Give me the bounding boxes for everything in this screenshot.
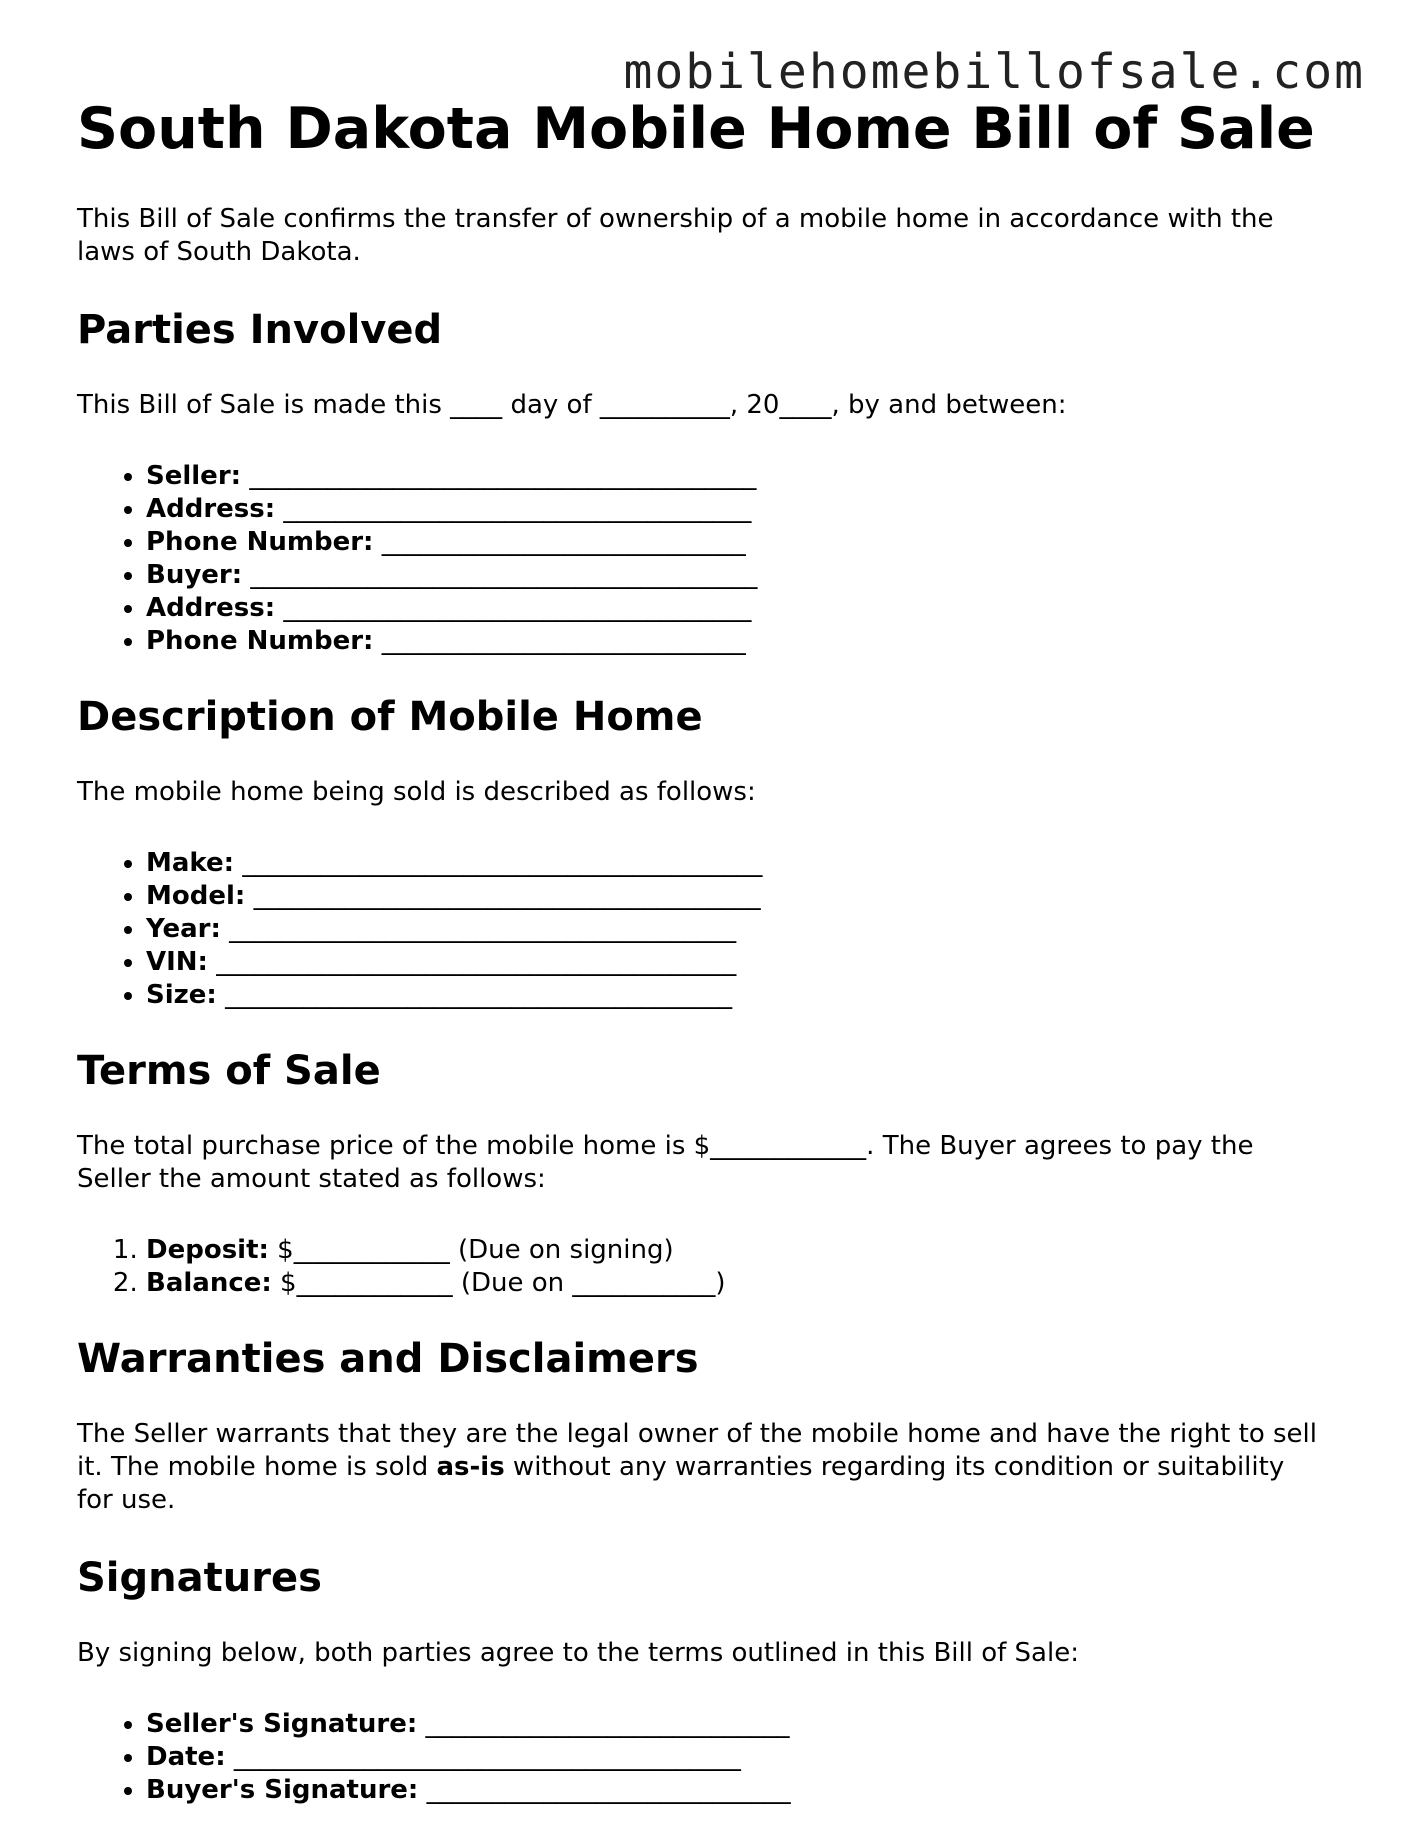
field-label: Seller: bbox=[146, 461, 242, 492]
site-watermark: mobilehomebillofsale.com bbox=[623, 44, 1365, 100]
field-label: Seller's Signature: bbox=[146, 1709, 418, 1740]
signatures-text: By signing below, both parties agree to the terms outlined in this Bill of Sale: bbox=[77, 1638, 1079, 1669]
terms-heading: Terms of Sale bbox=[77, 1048, 381, 1095]
field-blank: ____________________________ bbox=[426, 1775, 791, 1806]
description-text: The mobile home being sold is described as follows: bbox=[77, 777, 756, 808]
warranties-text-before: The Seller warrants that they are the legal owner of the mobile home and have the right to sell it. The mobile home is sold bbox=[77, 1419, 1317, 1483]
field-blank: _______________________________________ bbox=[225, 980, 733, 1011]
field-buyer-address bbox=[146, 592, 1327, 625]
signatures-list bbox=[77, 1708, 1327, 1807]
parties-heading: Parties Involved bbox=[77, 307, 443, 354]
field-size bbox=[146, 979, 1327, 1012]
term-value: $____________ (Due on ___________) bbox=[280, 1268, 726, 1299]
term-balance bbox=[146, 1267, 1327, 1300]
term-label: Balance: bbox=[146, 1268, 272, 1299]
field-label: Date: bbox=[146, 1742, 226, 1773]
field-label: Size: bbox=[146, 980, 217, 1011]
field-blank: ____________________________ bbox=[425, 1709, 790, 1740]
field-label: Make: bbox=[146, 848, 235, 879]
terms-text: The total purchase price of the mobile home is $____________. The Buyer agrees to pay the Seller the amount stated as follows: bbox=[77, 1131, 1254, 1195]
document-body bbox=[77, 96, 1327, 1843]
document-title: South Dakota Mobile Home Bill of Sale bbox=[77, 96, 1315, 162]
term-label: Deposit: bbox=[146, 1235, 269, 1266]
field-buyer-phone bbox=[146, 625, 1327, 658]
parties-list bbox=[77, 460, 1327, 658]
warranties-as-is: as-is bbox=[436, 1452, 505, 1483]
description-heading: Description of Mobile Home bbox=[77, 694, 703, 741]
field-blank: ____________________________ bbox=[381, 626, 746, 657]
field-blank: _______________________________________ bbox=[253, 881, 761, 912]
warranties-heading: Warranties and Disclaimers bbox=[77, 1336, 699, 1383]
parties-text: This Bill of Sale is made this ____ day of __________, 20____, by and between: bbox=[77, 390, 1067, 421]
field-seller-phone bbox=[146, 526, 1327, 559]
field-label: Model: bbox=[146, 881, 246, 912]
field-blank: ________________________________________ bbox=[242, 848, 763, 879]
field-label: Phone Number: bbox=[146, 626, 374, 657]
field-signature-date bbox=[146, 1741, 1327, 1774]
field-year bbox=[146, 913, 1327, 946]
field-label: VIN: bbox=[146, 947, 208, 978]
warranties-text bbox=[77, 1418, 1327, 1517]
field-blank: ____________________________________ bbox=[283, 593, 752, 624]
field-seller-signature bbox=[146, 1708, 1327, 1741]
field-blank: _______________________________________ bbox=[229, 914, 737, 945]
field-model bbox=[146, 880, 1327, 913]
signatures-heading: Signatures bbox=[77, 1555, 322, 1602]
field-label: Buyer's Signature: bbox=[146, 1775, 419, 1806]
field-make bbox=[146, 847, 1327, 880]
field-seller bbox=[146, 460, 1327, 493]
field-blank: _______________________________________ bbox=[250, 560, 758, 591]
description-list bbox=[77, 847, 1327, 1012]
field-buyer-signature bbox=[146, 1774, 1327, 1807]
field-label: Address: bbox=[146, 593, 276, 624]
field-seller-address bbox=[146, 493, 1327, 526]
field-blank: _______________________________________ bbox=[249, 461, 757, 492]
field-label: Buyer: bbox=[146, 560, 243, 591]
field-vin bbox=[146, 946, 1327, 979]
field-buyer bbox=[146, 559, 1327, 592]
field-blank: ____________________________________ bbox=[283, 494, 752, 525]
field-blank: _______________________________________ bbox=[233, 1742, 741, 1773]
intro-paragraph: This Bill of Sale confirms the transfer of ownership of a mobile home in accordance with the laws of South Dakota. bbox=[77, 204, 1274, 268]
terms-list bbox=[77, 1234, 1327, 1300]
term-value: $____________ (Due on signing) bbox=[277, 1235, 674, 1266]
field-label: Phone Number: bbox=[146, 527, 374, 558]
field-blank: ________________________________________ bbox=[216, 947, 737, 978]
field-label: Address: bbox=[146, 494, 276, 525]
term-deposit bbox=[146, 1234, 1327, 1267]
field-blank: ____________________________ bbox=[381, 527, 746, 558]
field-label: Year: bbox=[146, 914, 221, 945]
warranties-text-after: without any warranties regarding its condition or suitability for use. bbox=[77, 1452, 1285, 1516]
